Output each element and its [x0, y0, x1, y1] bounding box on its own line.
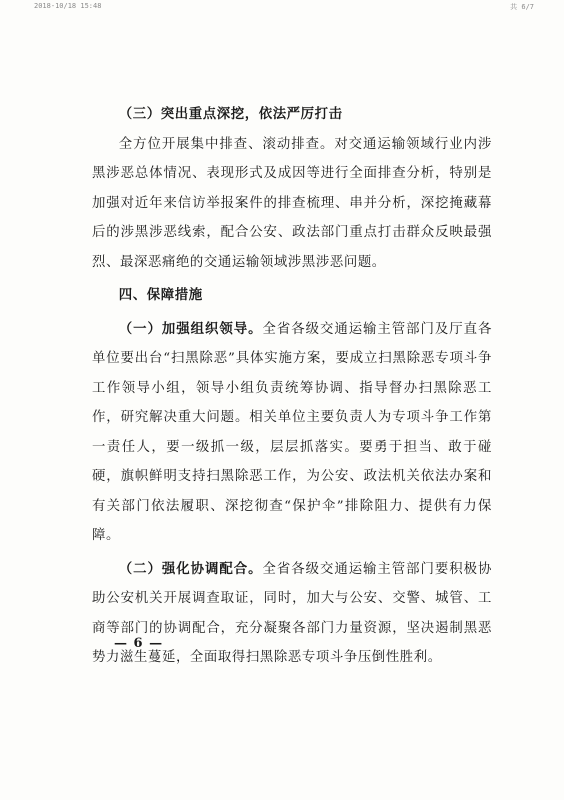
document-body [92, 100, 492, 673]
fax-header [34, 2, 534, 14]
section-3-heading: （三）突出重点深挖，依法严厉打击 [118, 106, 343, 122]
fax-timestamp: 2018-10/18 15:48 [34, 2, 102, 10]
page-number: — 6 — [114, 636, 164, 651]
fax-page-indicator: 共 6/7 [510, 3, 534, 11]
item-2-paragraph [92, 555, 492, 673]
section-3-paragraph: 全方位开展集中排查、滚动排查。对交通运输领域行业内涉黑涉恶总体情况、表现形式及成因等进行全面排查分析，特别是加强对近年来信访举报案件的排查梳理、串并分析，深挖掩藏幕后的涉黑涉恶线索，配合公安、政法部门重点打击群众反映最强烈、最深恶痛绝的交通运输领域涉黑涉恶问题。 [92, 136, 492, 270]
item-2-body: 全省各级交通运输主管部门要积极协助公安机关开展调查取证，同时，加大与公安、交警、城管、工商等部门的协调配合，充分凝聚各部门力量资源，坚决遏制黑恶势力滋生蔓延，全面取得扫黑除恶专项斗争压倒性胜利。 [92, 561, 492, 665]
item-1-body: 全省各级交通运输主管部门及厅直各单位要出台“扫黑除恶”具体实施方案，要成立扫黑除恶专项斗争工作领导小组，领导小组负责统筹协调、指导督办扫黑除恶工作，研究解决重大问题。相关单位主要负责人为专项斗争工作第一责任人，要一级抓一级，层层抓落实。要勇于担当、敢于碰硬，旗帜鲜明支持扫黑除恶工作，为公安、政法机关依法办案和有关部门依法履职、深挖彻查“保护伞”排除阻力、提供有力保障。 [92, 321, 492, 543]
item-1-lead: （一）加强组织领导。 [118, 320, 263, 337]
part-4-heading: 四、保障措施 [118, 287, 203, 303]
item-1-paragraph [92, 315, 492, 551]
item-2-lead: （二）强化协调配合。 [118, 560, 263, 577]
